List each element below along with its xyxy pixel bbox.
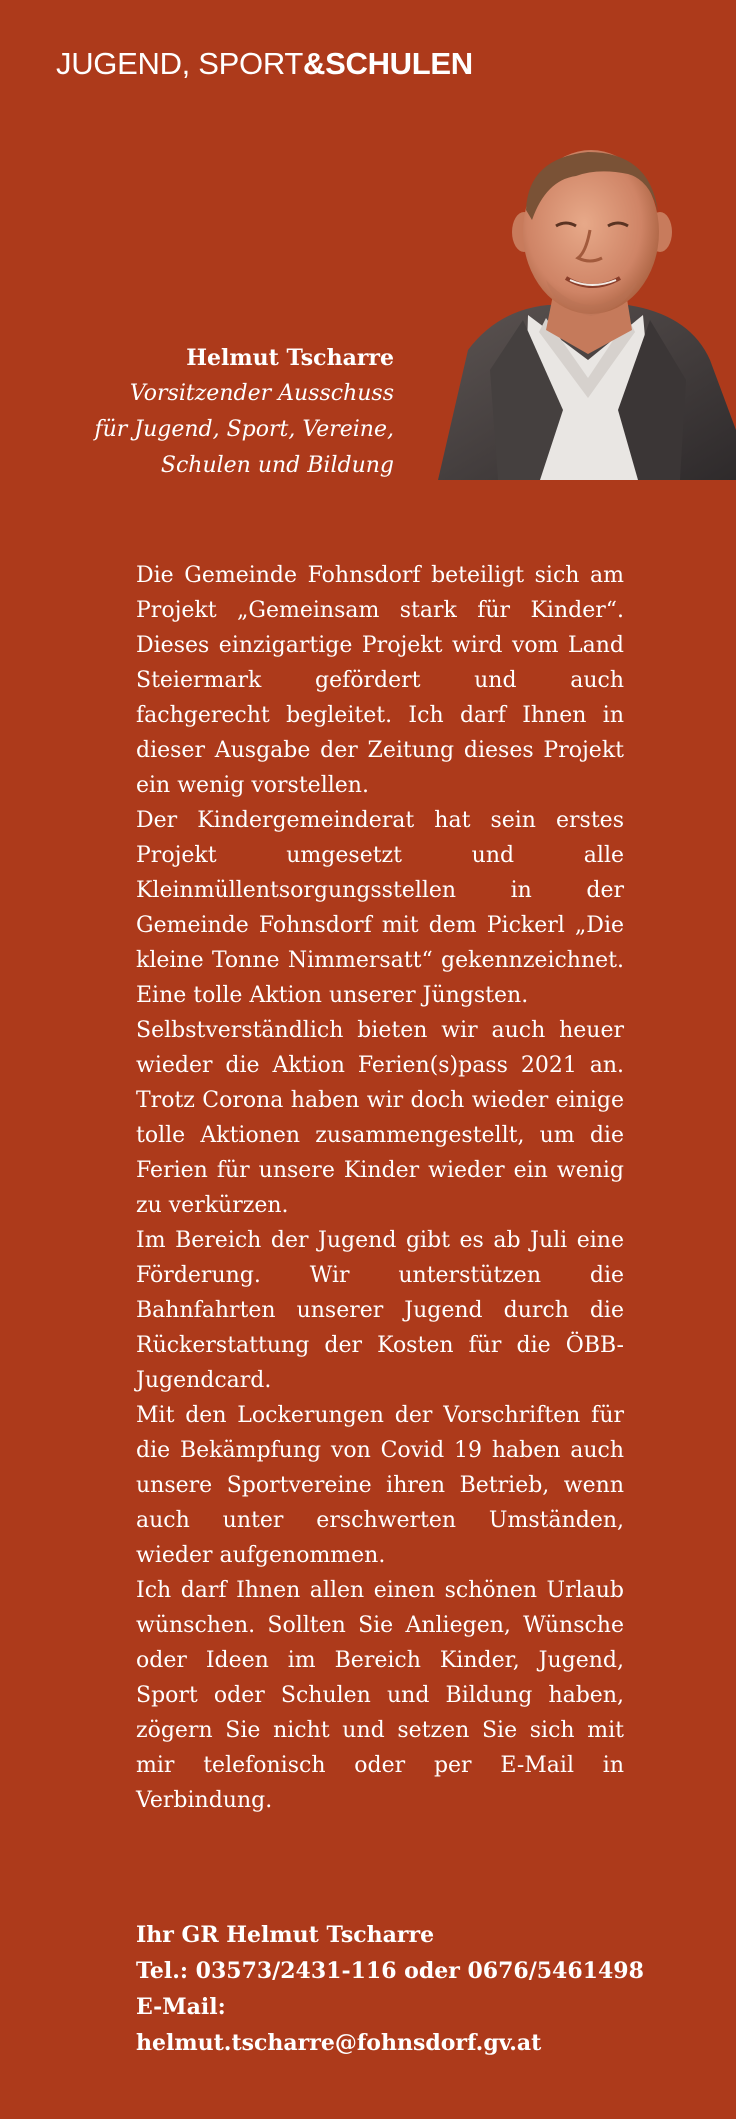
signature-email-label: E-Mail: [136,1994,226,2020]
article-paragraph: Der Kindergemeinderat hat sein erstes Projekt umgesetzt und alle Kleinmüllentsorgungsstellen in der Gemeinde Fohnsdorf mit dem Pickerl „Die kleine Tonne Nimmersatt“ gekennzeichnet. Eine tolle Aktion unserer Jüngsten. [136,808,624,1008]
article-body [136,558,624,1818]
signature-closing: Ihr GR Helmut Tscharre [136,1922,435,1948]
author-role-line: Schulen und Bildung [160,453,394,478]
article-paragraph: Mit den Lockerungen der Vorschriften für die Bekämpfung von Covid 19 haben auch unsere Sportvereine ihren Betrieb, wenn auch unter erschwerten Umständen, wieder aufgenommen. [136,1403,624,1568]
signature-phone: Tel.: 03573/2431-116 oder 0676/5461498 [136,1958,644,1984]
author-portrait-illustration [428,140,736,480]
author-name: Helmut Tscharre [186,345,394,371]
section-header-light: JUGEND, SPORT [56,46,304,81]
article-paragraph: Selbstverständlich bieten wir auch heuer wieder die Aktion Ferien(s)pass 2021 an. Trotz Corona haben wir doch wieder einige tolle Aktionen zusammengestellt, um die Ferien für unsere Kinder wieder ein wenig zu verkürzen. [136,1018,624,1218]
section-header-bold: &SCHULEN [303,46,473,81]
signature-block [136,1917,656,2061]
article-paragraph: Ich darf Ihnen allen einen schönen Urlaub wünschen. Sollten Sie Anliegen, Wünsche oder Ideen im Bereich Kinder, Jugend, Sport oder Schulen und Bildung haben, zögern Sie nicht und setzen Sie sich mit mir telefonisch oder per E-Mail in Verbindung. [136,1578,624,1813]
signature-email-link[interactable]: helmut.tscharre@fohnsdorf.gv.at [136,2030,542,2056]
author-role-line: für Jugend, Sport, Vereine, [94,417,394,442]
author-role-line: Vorsitzender Ausschuss [129,381,394,406]
author-photo [428,140,736,480]
author-caption [34,340,394,484]
article-paragraph: Im Bereich der Jugend gibt es ab Juli eine Förderung. Wir unterstützen die Bahnfahrten unserer Jugend durch die Rückerstattung der Kosten für die ÖBB-Jugendcard. [136,1228,624,1393]
section-header [56,44,473,84]
article-paragraph: Die Gemeinde Fohnsdorf beteiligt sich am Projekt „Gemeinsam stark für Kinder“. Dieses einzigartige Projekt wird vom Land Steiermark gefördert und auch fachgerecht begleitet. Ich darf Ihnen in dieser Ausgabe der Zeitung dieses Projekt ein wenig vorstellen. [136,563,624,798]
